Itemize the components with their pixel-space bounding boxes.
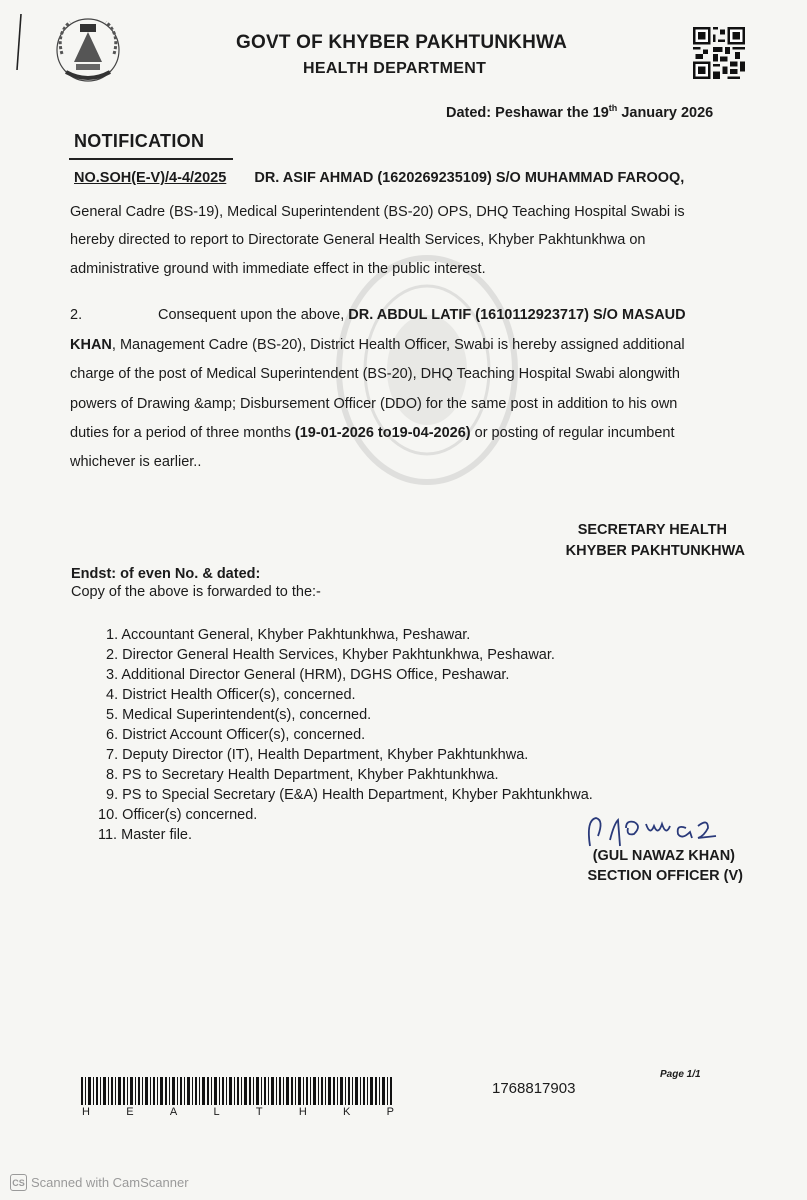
barcode-letter: H: [298, 1106, 307, 1118]
para1-line2: General Cadre (BS-19), Medical Superintendent (BS-20) OPS, DHQ Teaching Hospital Swabi is: [70, 204, 685, 220]
list-item: 4. District Health Officer(s), concerned.: [106, 687, 356, 703]
government-title: GOVT OF KHYBER PAKHTUNKHWA: [236, 32, 568, 53]
para2-line2-text: , Management Cadre (BS-20), District Health Officer, Swabi is hereby assigned additional: [111, 337, 685, 353]
para1-subject: DR. ASIF AHMAD (1620269235109) S/O MUHAMMAD FAROOQ,: [254, 170, 685, 186]
heading-underline: [69, 158, 233, 160]
page-number: Page 1/1: [660, 1069, 701, 1080]
para2-number: 2.: [70, 307, 83, 323]
para2-line5-rest: or posting of regular incumbent: [470, 425, 675, 441]
list-item: 5. Medical Superintendent(s), concerned.: [106, 707, 372, 723]
list-item: 2. Director General Health Services, Khyber Pakhtunkhwa, Peshawar.: [106, 647, 555, 663]
para2-line6: whichever is earlier..: [70, 454, 202, 470]
barcode-letter: K: [343, 1106, 351, 1118]
camscanner-watermark: [10, 1174, 189, 1191]
kp-government-emblem-icon: [52, 14, 124, 90]
barcode-letter: H: [82, 1106, 90, 1118]
barcode-letter: P: [386, 1106, 394, 1118]
para2-line2: [70, 333, 685, 357]
camscanner-logo-icon: CS: [10, 1174, 27, 1191]
para2-line1-text: Consequent upon the above,: [158, 307, 349, 323]
barcode-letter: E: [126, 1106, 134, 1118]
notification-heading: NOTIFICATION: [74, 131, 205, 151]
dated-prefix: Dated: Peshawar the 19: [446, 104, 609, 121]
camscanner-text: Scanned with CamScanner: [31, 1175, 189, 1190]
dated-ordinal-suffix: th: [608, 103, 618, 113]
para2-line3: charge of the post of Medical Superintendent (BS-20), DHQ Teaching Hospital Swabi alongwith: [70, 366, 680, 382]
para2-line4: powers of Drawing &amp; Disbursement Officer (DDO) for the same post in addition to his own: [70, 396, 678, 412]
secretary-province: KHYBER PAKHTUNKHWA: [565, 543, 745, 559]
barcode-caption: [82, 1106, 394, 1118]
endorsement-heading: Endst: of even No. & dated:: [71, 566, 261, 582]
para1-line1: [74, 166, 684, 190]
secretary-title: SECRETARY HEALTH: [577, 522, 727, 538]
para1-line3: hereby directed to report to Directorate General Health Services, Khyber Pakhtunkhwa on: [70, 232, 646, 248]
dated-line: [446, 103, 713, 121]
para2-period: (19-01-2026 to19-04-2026): [294, 425, 471, 441]
department-title: HEALTH DEPARTMENT: [303, 60, 487, 77]
para2-line5-text: duties for a period of three months: [70, 425, 295, 441]
para2-line2-bold: KHAN: [70, 337, 112, 353]
list-item: 11. Master file.: [98, 827, 193, 843]
list-item: 6. District Account Officer(s), concerned.: [106, 727, 366, 743]
barcode-icon: [81, 1077, 393, 1105]
para2-line1-bold: DR. ABDUL LATIF (1610112923717) S/O MASAUD: [348, 307, 686, 323]
qr-code-icon: [693, 27, 745, 79]
section-officer-title: SECTION OFFICER (V): [587, 868, 743, 884]
reference-number: NO.SOH(E-V)/4-4/2025: [74, 170, 227, 186]
section-officer-name: (GUL NAWAZ KHAN): [592, 848, 735, 864]
barcode-letter: T: [255, 1106, 263, 1118]
barcode-letter: L: [213, 1106, 220, 1118]
para2-line1: [158, 303, 686, 327]
list-item: 1. Accountant General, Khyber Pakhtunkhwa, Peshawar.: [106, 627, 471, 643]
barcode-letter: A: [169, 1106, 178, 1118]
endorsement-intro: Copy of the above is forwarded to the:-: [71, 584, 321, 600]
para1-line4: administrative ground with immediate effect in the public interest.: [70, 261, 486, 277]
distribution-list: [98, 625, 593, 845]
document-number: 1768817903: [492, 1080, 576, 1097]
para2-line5: [70, 421, 675, 445]
list-item: 8. PS to Secretary Health Department, Khyber Pakhtunkhwa.: [106, 767, 499, 783]
list-item: 3. Additional Director General (HRM), DGHS Office, Peshawar.: [106, 667, 510, 683]
dated-rest: January 2026: [617, 104, 714, 121]
list-item: 10. Officer(s) concerned.: [98, 807, 258, 823]
list-item: 9. PS to Special Secretary (E&A) Health Department, Khyber Pakhtunkhwa.: [106, 787, 593, 803]
pen-stroke-mark: [14, 12, 24, 72]
list-item: 7. Deputy Director (IT), Health Department, Khyber Pakhtunkhwa.: [106, 747, 529, 763]
